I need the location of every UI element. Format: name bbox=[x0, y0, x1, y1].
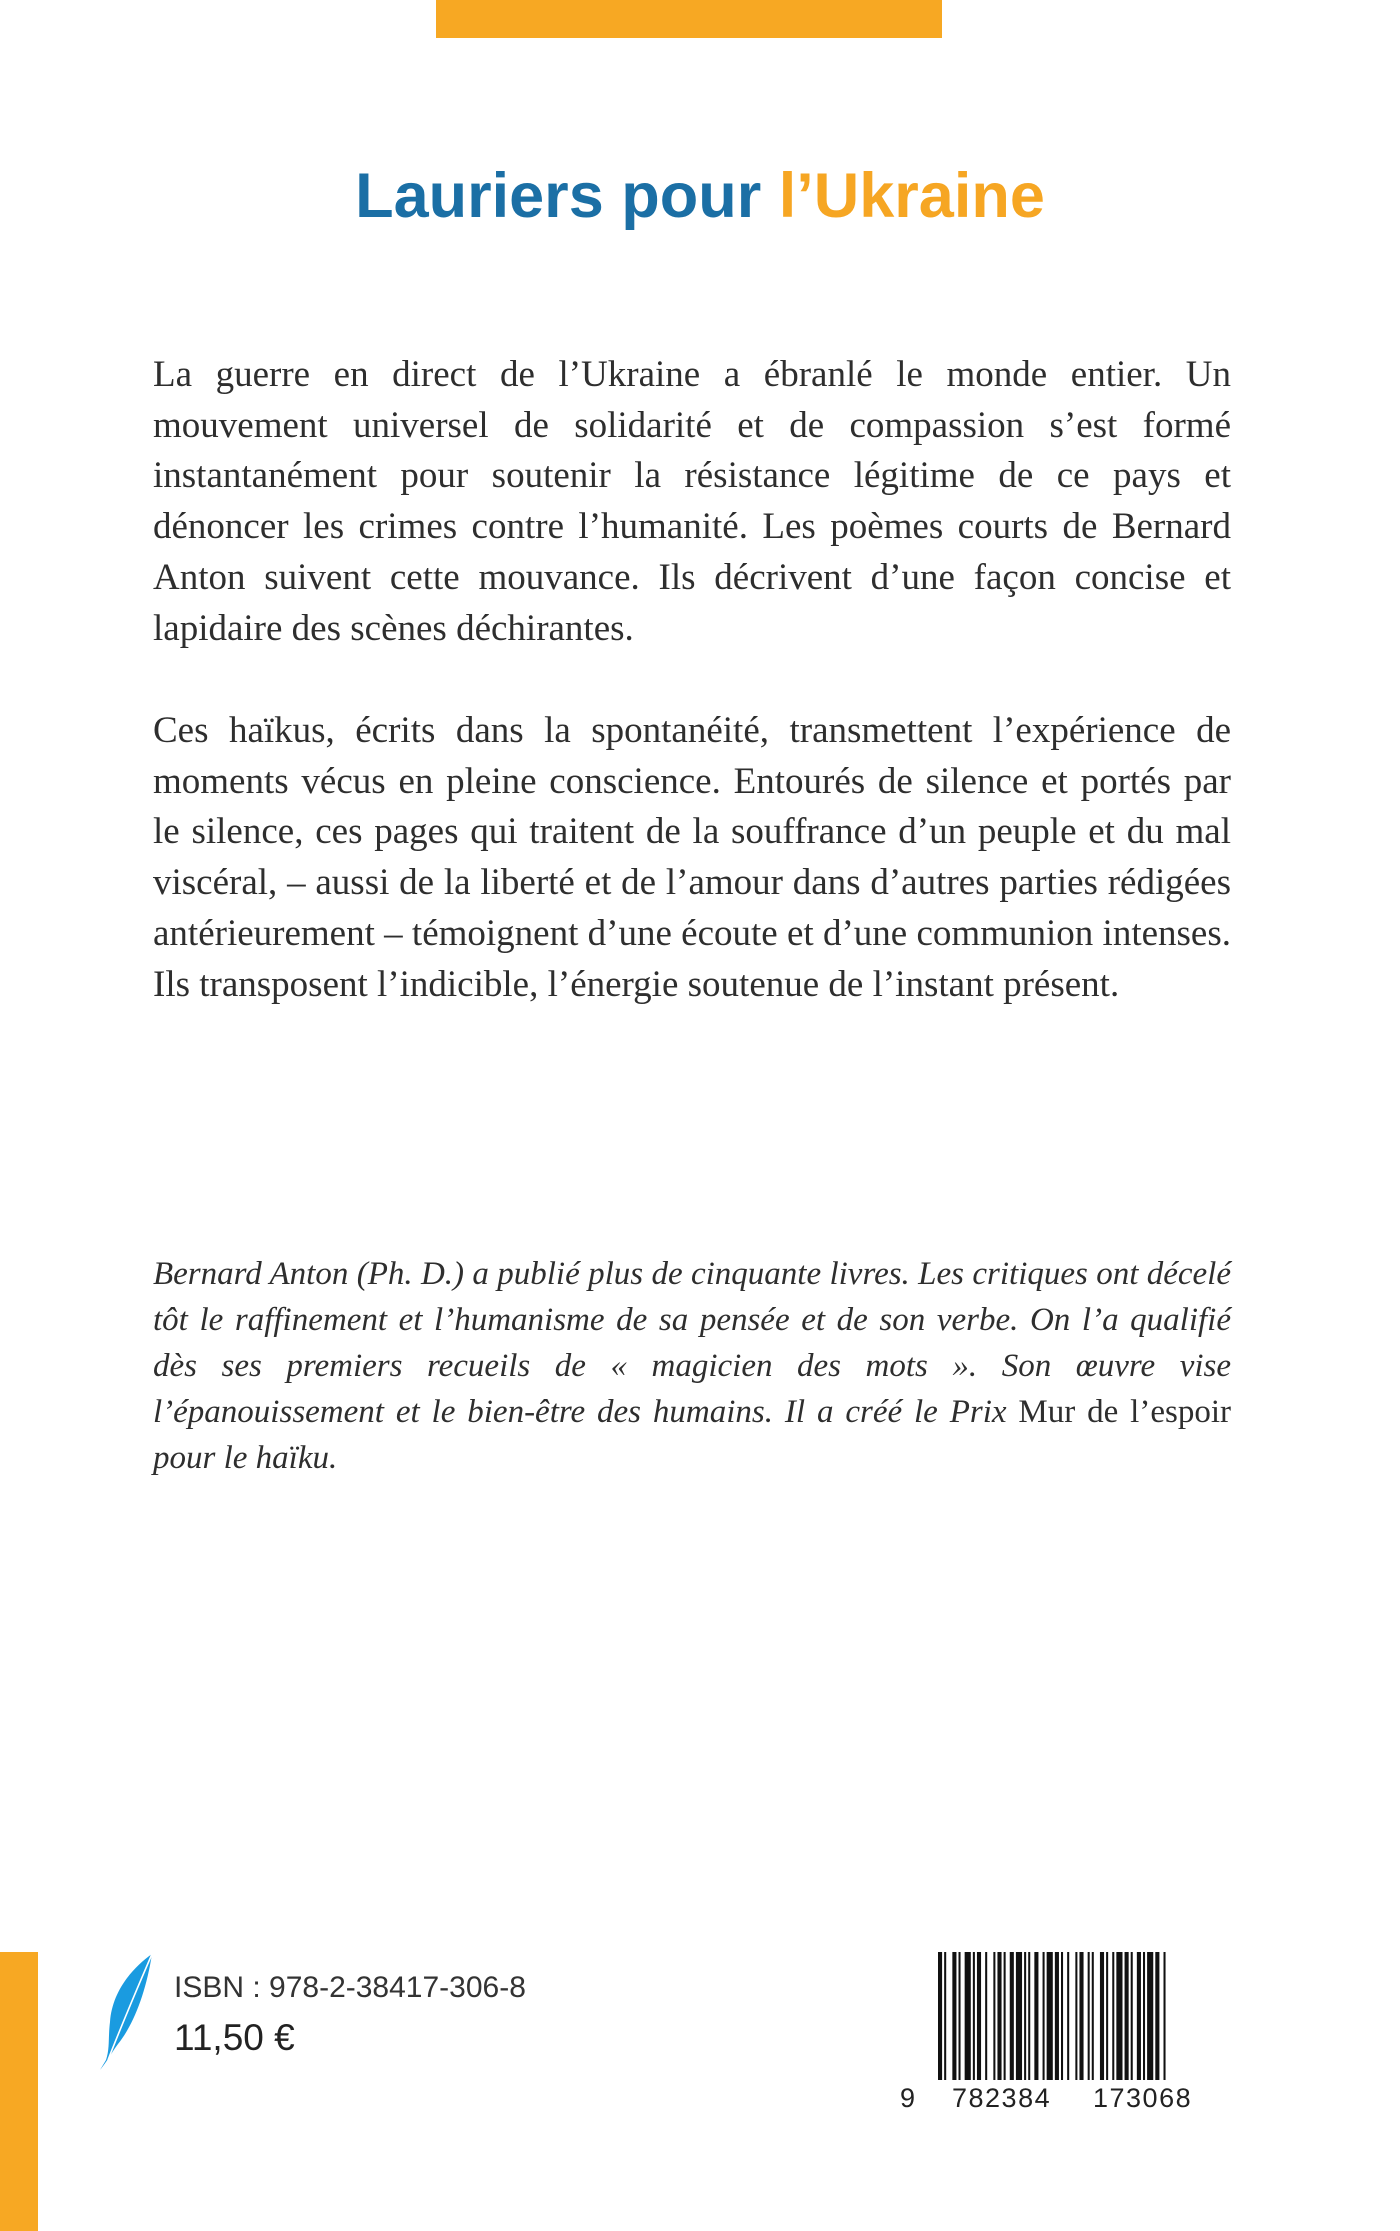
title-part-2: l’Ukraine bbox=[778, 161, 1045, 231]
barcode-bar bbox=[977, 1952, 981, 2080]
barcode-bar bbox=[1143, 1952, 1145, 2080]
barcode-digits-left: 782384 bbox=[952, 2083, 1052, 2113]
top-accent-bar bbox=[436, 0, 942, 38]
barcode-bar bbox=[997, 1952, 1001, 2080]
barcode-bar bbox=[1125, 1952, 1129, 2080]
bio-text-1: Bernard Anton (Ph. D.) a publié plus de cinquante livres. Les critiques ont décelé tôt le raffinement et l’humanisme de sa pensée et de son verbe. On l’a qualifié dès ses premiers recueils de « magicien des mots ». Son œuvre vise l’épanouissement et le bien-être des humains. Il a créé le Prix bbox=[153, 1256, 1231, 1430]
author-bio bbox=[153, 1251, 1231, 1481]
barcode-bar bbox=[1079, 1952, 1083, 2080]
side-accent-bar bbox=[0, 1952, 38, 2231]
barcode-bar bbox=[965, 1952, 971, 2080]
bio-prize-name: Mur de l’espoir bbox=[1018, 1394, 1231, 1430]
barcode-bar bbox=[1010, 1952, 1014, 2080]
barcode-bar bbox=[1155, 1952, 1159, 2080]
barcode-bar bbox=[1034, 1952, 1038, 2080]
barcode-bar bbox=[1004, 1952, 1006, 2080]
barcode-bar bbox=[1088, 1952, 1090, 2080]
barcode-bar bbox=[938, 1952, 942, 2080]
barcode-bar bbox=[1028, 1952, 1030, 2080]
barcode-bar bbox=[959, 1952, 961, 2080]
barcode-bar bbox=[1024, 1952, 1026, 2080]
description-paragraph-2: Ces haïkus, écrits dans la spontanéité, transmettent l’expérience de moments vécus en pleine conscience. Entourés de silence et portés par le silence, ces pages qui traitent de la souffrance d’un peuple et du mal viscéral, – aussi de la liberté et de l’amour dans d’autres parties rédigées antérieurement – témoignent d’une écoute et d’une communion intenses. Ils transposent l’indicible, l’énergie soutenue de l’instant présent. bbox=[153, 710, 1231, 1005]
barcode-bar bbox=[993, 1952, 995, 2080]
barcode-digit-first: 9 bbox=[900, 2083, 917, 2113]
barcode-bar bbox=[1164, 1952, 1166, 2080]
barcode bbox=[936, 1952, 1232, 2080]
barcode-bar bbox=[1131, 1952, 1133, 2080]
barcode-bar bbox=[1100, 1952, 1104, 2080]
feather-icon bbox=[96, 1952, 154, 2072]
barcode-bar bbox=[1075, 1952, 1077, 2080]
isbn-label: ISBN : 978-2-38417-306-8 bbox=[174, 1971, 526, 2004]
barcode-bar bbox=[944, 1952, 946, 2080]
barcode-bar bbox=[1067, 1952, 1069, 2080]
barcode-bar bbox=[985, 1952, 987, 2080]
barcode-bar bbox=[1112, 1952, 1114, 2080]
barcode-bar bbox=[1047, 1952, 1053, 2080]
barcode-digits-right: 173068 bbox=[1093, 2083, 1193, 2113]
barcode-bar bbox=[952, 1952, 956, 2080]
barcode-bar bbox=[973, 1952, 975, 2080]
barcode-bar bbox=[1055, 1952, 1059, 2080]
barcode-bar bbox=[1061, 1952, 1063, 2080]
barcode-bar bbox=[1016, 1952, 1022, 2080]
barcode-bar bbox=[1106, 1952, 1108, 2080]
price-label: 11,50 € bbox=[174, 2017, 295, 2058]
barcode-bar bbox=[1043, 1952, 1045, 2080]
description-paragraph-1: La guerre en direct de l’Ukraine a ébranlé le monde entier. Un mouvement universel de solidarité et de compassion s’est formé instantanément pour soutenir la résistance légitime de ce pays et dénoncer les crimes contre l’humanité. Les poèmes courts de Bernard Anton suivent cette mouvance. Ils décrivent d’une façon concise et lapidaire des scènes déchirantes. bbox=[153, 354, 1231, 649]
barcode-bar bbox=[1092, 1952, 1094, 2080]
barcode-bar bbox=[1137, 1952, 1141, 2080]
title-part-1: Lauriers pour bbox=[355, 161, 762, 231]
book-title bbox=[0, 156, 1400, 236]
barcode-bar bbox=[1147, 1952, 1153, 2080]
barcode-bar bbox=[1116, 1952, 1122, 2080]
bio-text-2: pour le haïku. bbox=[153, 1440, 338, 1476]
